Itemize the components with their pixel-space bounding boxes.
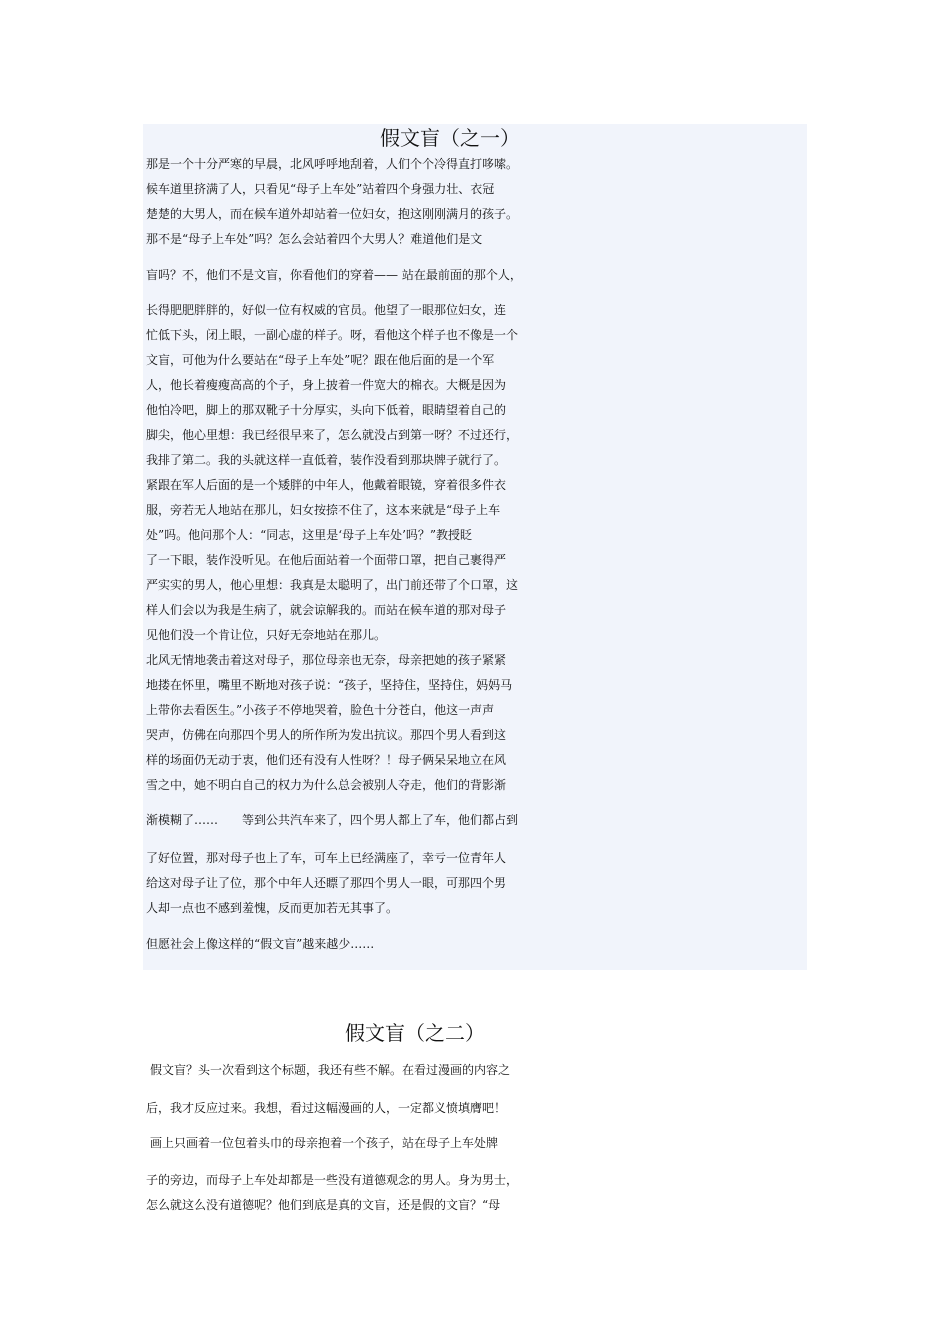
paragraph-line: 上带你去看医生。”小孩子不停地哭着，脸色十分苍白，他这一声声 — [146, 703, 495, 717]
section-one-title: 假文盲（之一） — [380, 126, 520, 150]
paragraph-line: 给这对母子让了位，那个中年人还瞟了那四个男人一眼，可那四个男 — [146, 876, 507, 890]
paragraph-line: 后，我才反应过来。我想，看过这幅漫画的人，一定都义愤填膺吧！ — [146, 1101, 507, 1115]
paragraph-line: 哭声，仿佛在向那四个男人的所作所为发出抗议。那四个男人看到这 — [146, 728, 507, 742]
paragraph-line: 地搂在怀里，嘴里不断地对孩子说：“孩子，坚持住，坚持住，妈妈马 — [146, 678, 513, 692]
paragraph-line: 画上只画着一位包着头巾的母亲抱着一个孩子，站在母子上车处牌 — [150, 1136, 499, 1150]
paragraph-line: 我排了第二。我的头就这样一直低着，装作没看到那块牌子就行了。 — [146, 453, 507, 467]
paragraph-line: 雪之中，她不明白自己的权力为什么总会被别人夺走，他们的背影渐 — [146, 778, 507, 792]
paragraph-line: 候车道里挤满了人，只看见“母子上车处”站着四个身强力壮、衣冠 — [146, 182, 495, 196]
paragraph-line: 那是一个十分严寒的早晨，北风呼呼地刮着，人们个个冷得直打哆嗦。 — [146, 157, 519, 171]
paragraph-line: 渐模糊了…… 等到公共汽车来了，四个男人都上了车，他们都占到 — [146, 813, 519, 827]
paragraph-line: 脚尖，他心里想：我已经很早来了，怎么就没占到第一呀？不过还行， — [146, 428, 519, 442]
paragraph-line: 人却一点也不感到羞愧，反而更加若无其事了。 — [146, 901, 399, 915]
paragraph-line: 子的旁边，而母子上车处却都是一些没有道德观念的男人。身为男士， — [146, 1173, 519, 1187]
section-two-title: 假文盲（之二） — [345, 1021, 485, 1045]
paragraph-line: 了好位置，那对母子也上了车，可车上已经满座了，幸亏一位青年人 — [146, 851, 507, 865]
paragraph-line: 他怕冷吧，脚上的那双靴子十分厚实，头向下低着，眼睛望着自己的 — [146, 403, 507, 417]
paragraph-line: 处”吗。他问那个人：“同志，这里是‘母子上车处’吗？”教授眨 — [146, 528, 473, 542]
paragraph-line: 严实实的男人，他心里想：我真是太聪明了，出门前还带了个口罩，这 — [146, 578, 519, 592]
paragraph-line: 忙低下头，闭上眼，一副心虚的样子。呀，看他这个样子也不像是一个 — [146, 328, 519, 342]
paragraph-line: 盲吗？不，他们不是文盲，你看他们的穿着—— 站在最前面的那个人， — [146, 268, 522, 282]
paragraph-line: 见他们没一个肯让位，只好无奈地站在那儿。 — [146, 628, 387, 642]
paragraph-line: 文盲，可他为什么要站在“母子上车处”呢？跟在他后面的是一个军 — [146, 353, 495, 367]
paragraph-line: 样的场面仍无动于衷，他们还有没有人性呀？！母子俩呆呆地立在风 — [146, 753, 507, 767]
paragraph-line: 服，旁若无人地站在那儿，妇女按捺不住了，这本来就是“母子上车 — [146, 503, 501, 517]
paragraph-line: 了一下眼，装作没听见。在他后面站着一个面带口罩，把自己裹得严 — [146, 553, 507, 567]
paragraph-line: 人，他长着瘦瘦高高的个子，身上披着一件宽大的棉衣。大概是因为 — [146, 378, 507, 392]
paragraph-line: 但愿社会上像这样的“假文盲”越来越少…… — [146, 937, 375, 951]
paragraph-line: 样人们会以为我是生病了，就会谅解我的。而站在候车道的那对母子 — [146, 603, 507, 617]
paragraph-line: 那不是“母子上车处”吗？怎么会站着四个大男人？难道他们是文 — [146, 232, 483, 246]
paragraph-line: 长得肥肥胖胖的，好似一位有权威的官员。他望了一眼那位妇女，连 — [146, 303, 507, 317]
paragraph-line: 北风无情地袭击着这对母子，那位母亲也无奈，母亲把她的孩子紧紧 — [146, 653, 507, 667]
paragraph-line: 楚楚的大男人，而在候车道外却站着一位妇女，抱这刚刚满月的孩子。 — [146, 207, 519, 221]
paragraph-line: 假文盲？头一次看到这个标题，我还有些不解。在看过漫画的内容之 — [150, 1063, 511, 1077]
paragraph-line: 怎么就这么没有道德呢？他们到底是真的文盲，还是假的文盲？“母 — [146, 1198, 501, 1212]
paragraph-line: 紧跟在军人后面的是一个矮胖的中年人，他戴着眼镜，穿着很多件衣 — [146, 478, 507, 492]
